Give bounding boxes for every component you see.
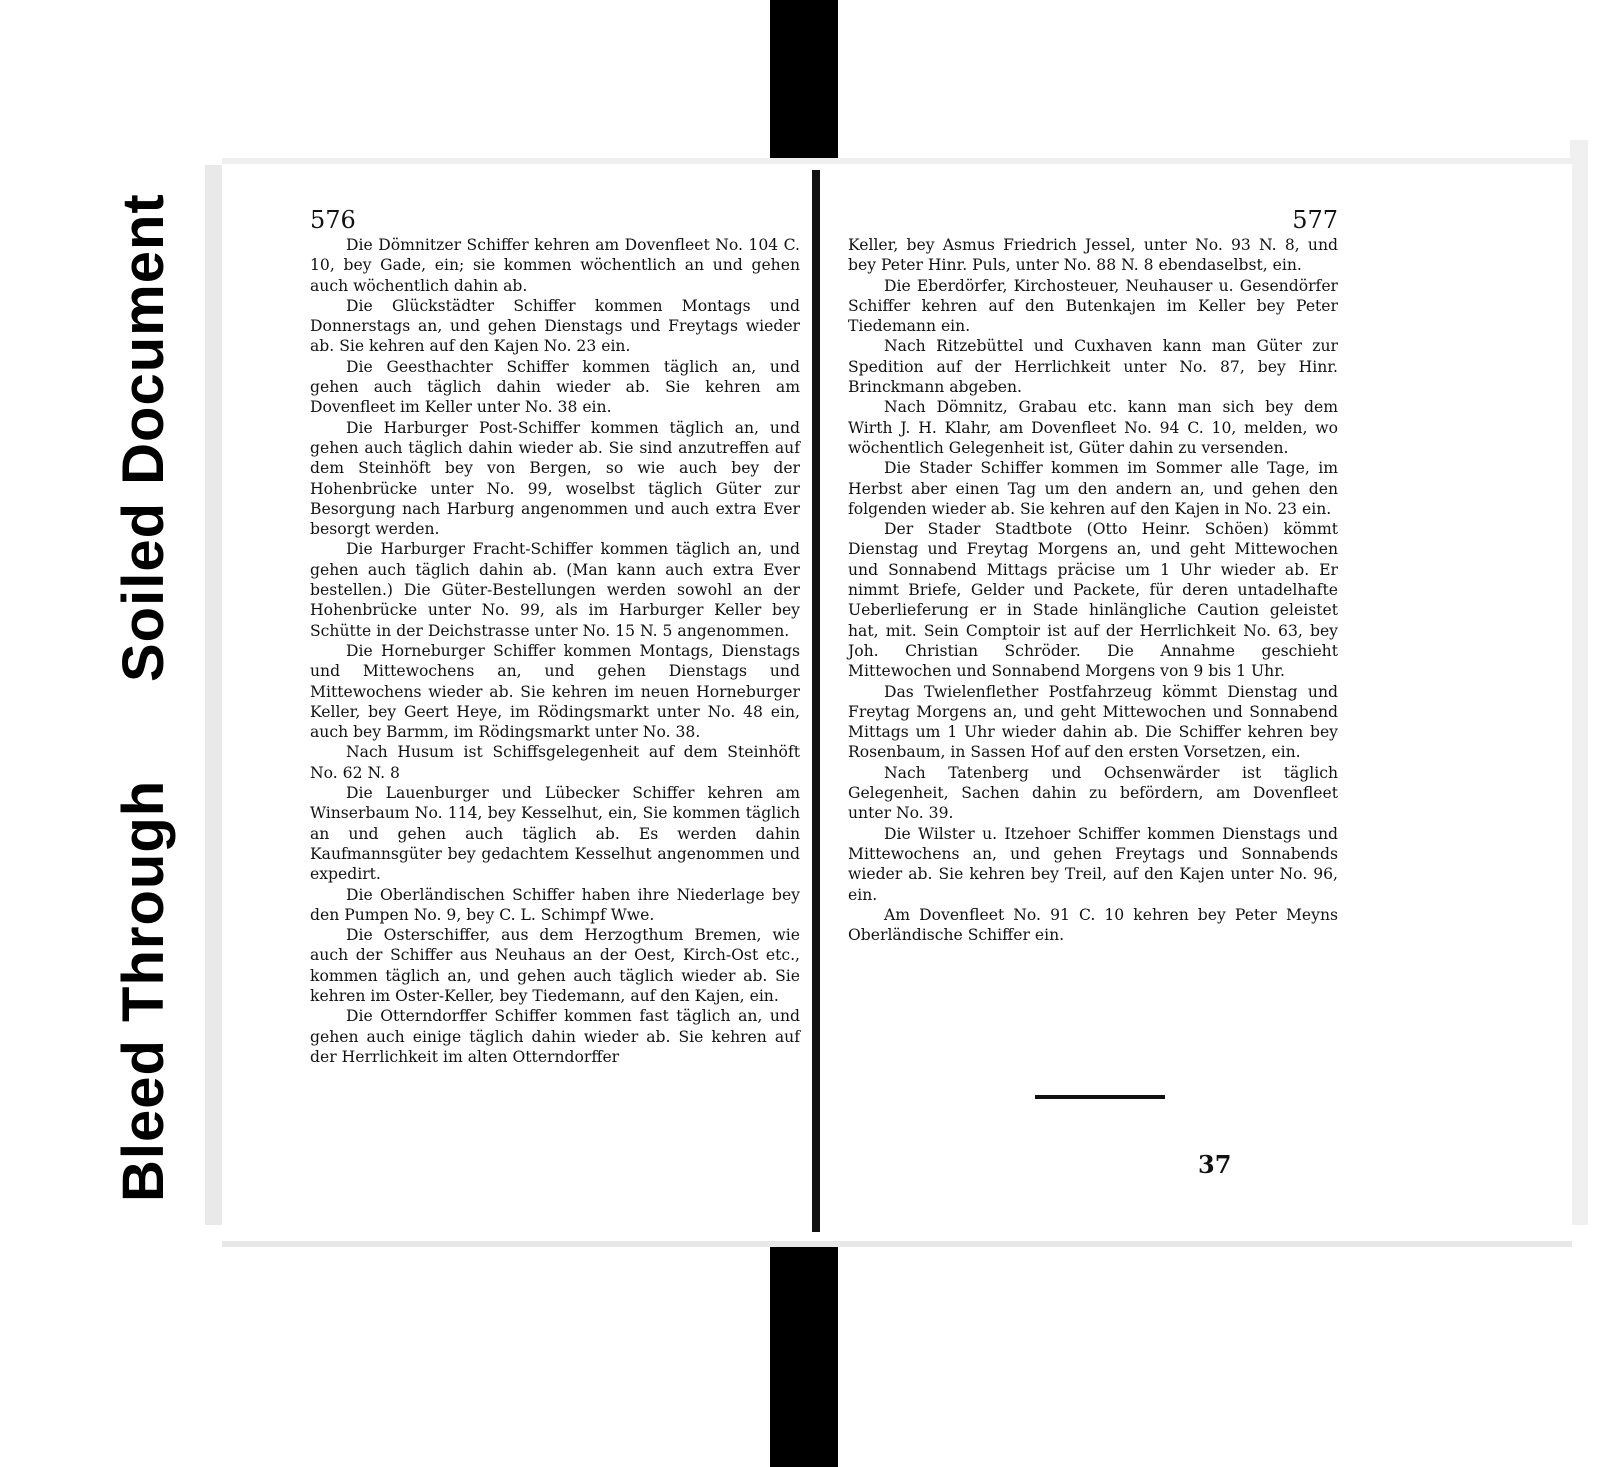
right-page-number: 577 xyxy=(1292,206,1338,234)
printer-signature-mark: 37 xyxy=(1198,1150,1232,1179)
scanner-frame-top xyxy=(770,0,838,165)
left-paragraph: Die Dömnitzer Schiffer kehren am Dovenfleet No. 104 C. 10, bey Gade, ein; sie kommen wöchentlich an und gehen auch wöchentlich dahin ab. xyxy=(310,236,800,295)
left-paragraph: Die Harburger Fracht-Schiffer kommen täglich an, und gehen auch täglich dahin ab. (Man kann auch extra Ever bestellen.) Die Güter-Bestellungen werden sowohl an der Hohenbrücke unter No. 99, als im Harburger Keller bey Schütte in der Deichstrasse unter No. 15 N. 5 angenommen. xyxy=(310,540,800,640)
right-paragraph: Der Stader Stadtbote (Otto Heinr. Schöen) kömmt Dienstag und Freytag Morgens an, und geht Mittewochen und Sonnabend Mittags präcise um 1 Uhr wieder ab. Er nimmt Briefe, Gelder und Packete, für deren untadelhafte Ueberlieferung er in Stade hinlängliche Caution geleistet hat, mit. Sein Comptoir ist auf der Herrlichkeit No. 63, bey Joh. Christian Schröder. Die Annahme geschieht Mittewochen und Sonnabend Morgens von 9 bis 1 Uhr. xyxy=(848,520,1338,681)
right-page xyxy=(848,205,1338,945)
right-paragraph-continued: Keller, bey Asmus Friedrich Jessel, unter No. 93 N. 8, und bey Peter Hinr. Puls, unter No. 88 N. 8 ebendaselbst, ein. xyxy=(848,236,1338,275)
right-paragraph: Nach Dömnitz, Grabau etc. kann man sich bey dem Wirth J. H. Klahr, am Dovenfleet No. 94 C. 10, melden, wo wöchentlich Gelegenheit ist, Güter dahin zu versenden. xyxy=(848,398,1338,457)
right-paragraph: Die Eberdörfer, Kirchosteuer, Neuhauser u. Gesendörfer Schiffer kehren auf den Butenkajen im Keller bey Peter Tiedemann ein. xyxy=(848,276,1338,336)
book-gutter xyxy=(812,170,820,1232)
left-paragraph: Nach Husum ist Schiffsgelegenheit auf dem Steinhöft No. 62 N. 8 xyxy=(310,743,800,782)
right-paragraph: Am Dovenfleet No. 91 C. 10 kehren bey Peter Meyns Oberländische Schiffer ein. xyxy=(848,905,1338,945)
left-paragraph: Die Oberländischen Schiffer haben ihre Niederlage bey den Pumpen No. 9, bey C. L. Schimpf Wwe. xyxy=(310,885,800,924)
left-paragraph: Die Glückstädter Schiffer kommen Montags und Donnerstags an, und gehen Dienstags und Freytags wieder ab. Sie kehren auf den Kajen No. 23 ein. xyxy=(310,296,800,356)
stamp-text-soiled-document: Soiled Document xyxy=(111,193,176,682)
left-paragraph: Die Geesthachter Schiffer kommen täglich an, und gehen auch täglich dahin wieder ab. Sie kehren am Dovenfleet im Keller unter No. 38 ein. xyxy=(310,357,800,417)
left-paragraph: Die Lauenburger und Lübecker Schiffer kehren am Winserbaum No. 114, bey Kesselhut, ein, Sie kommen täglich an und gehen auch täglich ab. Es werden dahin Kaufmannsgüter bey gedachtem Kesselhut angenommen und expedirt. xyxy=(310,784,800,884)
left-page-number: 576 xyxy=(310,206,356,234)
right-paragraph: Nach Ritzebüttel und Cuxhaven kann man Güter zur Spedition auf der Herrlichkeit unter No. 87, bey Hinr. Brinckmann abgeben. xyxy=(848,337,1338,397)
left-paragraph: Die Horneburger Schiffer kommen Montags, Dienstags und Mittewochens an, und gehen Dienstags und Mittewochens wieder ab. Sie kehren im neuen Horneburger Keller, bey Geert Heye, im Rödingsmarkt unter No. 48 ein, auch bey Barmm, im Rödingsmarkt unter No. 38. xyxy=(310,641,800,742)
right-paragraph: Das Twielenflether Postfahrzeug kömmt Dienstag und Freytag Morgens an, und geht Mittewochen und Sonnabend Mittags um 1 Uhr wieder dahin ab. Die Schiffer kehren bey Rosenbaum, in Sassen Hof auf den ersten Vorsetzen, ein. xyxy=(848,682,1338,762)
left-paragraph: Die Otterndorffer Schiffer kommen fast täglich an, und gehen auch einige täglich dahin wieder ab. Sie kehren auf der Herrlichkeit im alten Otterndorffer xyxy=(310,1007,800,1066)
end-rule xyxy=(1035,1095,1165,1099)
scan-margin-left xyxy=(205,165,223,1225)
right-paragraph: Die Wilster u. Itzehoer Schiffer kommen Dienstags und Mittewochens an, und gehen Freytags und Sonnabends wieder ab. Sie kehren bey Treil, auf den Kajen unter No. 96, ein. xyxy=(848,824,1338,904)
left-paragraph: Die Osterschiffer, aus dem Herzogthum Bremen, wie auch der Schiffer aus Neuhaus an der Oest, Kirch-Ost etc., kommen täglich an, und gehen auch täglich wieder ab. Sie kehren im Oster-Keller, bey Tiedemann, auf den Kajen, ein. xyxy=(310,926,800,1005)
left-page xyxy=(310,205,800,1067)
left-paragraph: Die Harburger Post-Schiffer kommen täglich an, und gehen auch täglich dahin wieder ab. Sie sind anzutreffen auf dem Steinhöft bey von Bergen, so wie auch bey der Hohenbrücke unter No. 99, woselbst täglich Güter zur Besorgung nach Harburg angenommen und auch extra Ever besorgt werden. xyxy=(310,418,800,539)
scanner-frame-bottom xyxy=(770,1232,838,1467)
right-paragraph: Nach Tatenberg und Ochsenwärder ist täglich Gelegenheit, Sachen dahin zu befördern, am Dovenfleet unter No. 39. xyxy=(848,763,1338,823)
scan-margin-right xyxy=(1570,140,1588,1225)
stamp-text-bleed-through: Bleed Through xyxy=(111,779,176,1202)
right-paragraph: Die Stader Schiffer kommen im Sommer alle Tage, im Herbst aber einen Tag um den andern an, und gehen den folgenden wieder ab. Sie kehren auf den Kajen in No. 23 ein. xyxy=(848,459,1338,518)
